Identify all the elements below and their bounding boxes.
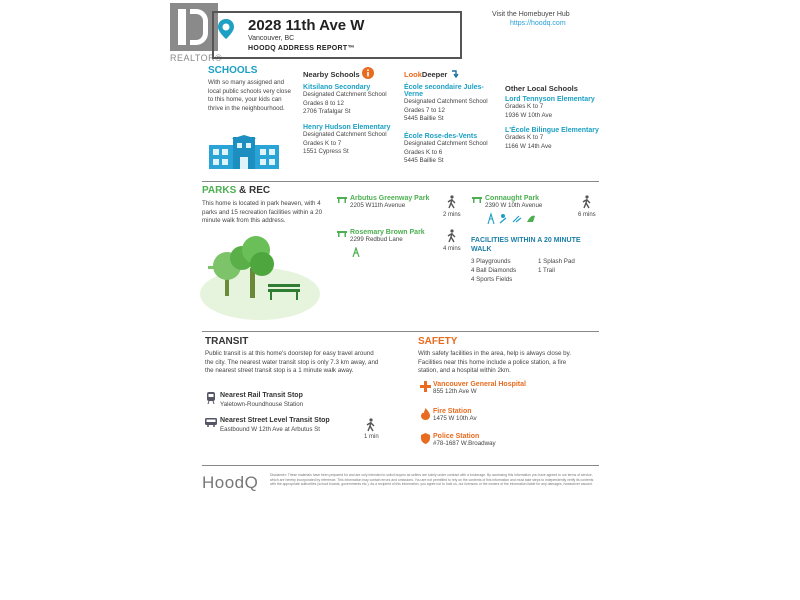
facility-item: 3 Playgrounds (471, 258, 511, 265)
other-school-item (505, 127, 603, 151)
safety-item (433, 408, 477, 424)
safety-title: SAFETY (418, 336, 458, 347)
other-school-item (505, 96, 600, 120)
safety-item-name: Police Station (433, 433, 480, 440)
realtor-logo-text: REALTOR® (170, 53, 223, 63)
parks-intro: This home is located in park heaven, with 4 parks and 15 recreation facilities within a 20 minute walk from this address. (202, 200, 323, 224)
school-grades: Grades 8 to 12 (303, 99, 344, 107)
disclaimer-text: Disclaimer: These materials have been prepared for and are only intended to solicit buyers as sellers are solely under contract with a brokerage. By accessing this information you have agreed to our terms of service, which are hereby incorporated by reference. This information may contain errors and omissions. You are not permitted to rely on the contents of this information and must take steps to independently verify its contents with the appropriate authorities (school boards, governments etc.). As a recipient of this information, you agree not to hold us, our licensors or the owners of the information liable for any damages, howsoever caused. (270, 473, 594, 487)
nearby-school-item (303, 124, 398, 157)
safety-intro: With safety facilities in the area, help is always close by. Facilities near this home include a police station, a fire station, and a hospital within 2km. (418, 350, 571, 374)
nearby-schools-title: Nearby Schools (303, 70, 360, 79)
school-type: Designated Catchment School (404, 140, 488, 147)
safety-item-name: Vancouver General Hospital (433, 381, 526, 388)
school-name: Henry Hudson Elementary (303, 124, 391, 131)
facility-item: 4 Sports Fields (471, 276, 513, 283)
hospital-icon (420, 381, 431, 392)
rail-stop-name: Yaletown-Roundhouse Station (220, 401, 304, 408)
transit-title: TRANSIT (205, 336, 249, 347)
train-icon (206, 392, 216, 404)
school-grades: Grades K to 7 (505, 134, 544, 141)
nearby-school-item (303, 84, 398, 117)
park-address: 2390 W 10th Avenue (485, 202, 543, 209)
homebuyer-hub-text: Visit the Homebuyer Hub (492, 11, 570, 18)
park-address: 2299 Redbud Lane (350, 236, 403, 243)
park-illustration-icon (200, 232, 322, 322)
facilities-title: FACILITIES WITHIN A 20 MINUTE WALK (471, 237, 581, 253)
location-pin-icon (218, 19, 234, 39)
facility-icons (487, 212, 537, 224)
school-address: 1936 W 10th Ave (505, 111, 553, 119)
school-grades: Grades K to 7 (505, 103, 544, 110)
park-item (337, 229, 437, 245)
safety-item (433, 381, 526, 397)
school-name: L'École Bilingue Elementary (505, 127, 599, 134)
schools-intro: With so many assigned and local public schools very close to this home, your kids can thrive in the neighbourhood. (208, 79, 291, 112)
lookdeeper-deeper: Deeper (421, 70, 448, 79)
parks-title-b: & REC (236, 185, 271, 196)
school-name: École secondaire Jules-Verne (404, 84, 484, 98)
walking-icon (447, 229, 457, 243)
school-type: Designated Catchment School (404, 98, 488, 105)
walking-icon (582, 195, 592, 209)
school-name: Kitsilano Secondary (303, 84, 371, 91)
homebuyer-hub-link[interactable]: https://hoodq.com (510, 20, 566, 27)
report-title: HOODQ ADDRESS REPORT™ (248, 45, 355, 52)
info-icon[interactable] (362, 67, 374, 79)
safety-item (433, 433, 496, 449)
playground-icon (352, 247, 360, 257)
facility-item: 1 Splash Pad (538, 258, 575, 265)
section-divider (202, 181, 599, 182)
lookdeeper-school-item (404, 84, 496, 124)
walk-time: 6 mins (578, 212, 596, 218)
bus-icon (205, 418, 217, 427)
lookdeeper-look: Look (404, 70, 422, 79)
park-bench-icon (337, 229, 347, 237)
schools-title: SCHOOLS (208, 65, 258, 76)
school-type: Designated Catchment School (303, 131, 387, 138)
safety-item-address: 855 12th Ave W (433, 388, 477, 395)
address-header (212, 11, 462, 59)
park-item (472, 195, 572, 211)
street-stop-name: Eastbound W 12th Ave at Arbutus St (220, 426, 320, 433)
hoodq-logo: HoodQ (202, 473, 259, 492)
police-badge-icon (421, 433, 430, 444)
walking-icon (366, 418, 376, 432)
street-stop-title: Nearest Street Level Transit Stop (220, 417, 330, 424)
parks-title (202, 185, 270, 196)
school-grades: Grades K to 6 (404, 148, 443, 156)
address-title: 2028 11th Ave W (248, 17, 365, 34)
school-grades: Grades 7 to 12 (404, 106, 445, 114)
safety-item-name: Fire Station (433, 408, 472, 415)
walk-time: 4 mins (443, 246, 461, 252)
school-address: 5445 Baillie St (404, 115, 444, 122)
park-item (337, 195, 437, 211)
school-address: 5445 Baillie St (404, 157, 444, 164)
walk-time: 2 mins (443, 212, 461, 218)
walking-icon (447, 195, 457, 209)
arrow-down-icon (450, 70, 459, 79)
safety-item-address: 1475 W 10th Av (433, 415, 477, 422)
park-name: Connaught Park (485, 195, 540, 202)
rail-stop-title: Nearest Rail Transit Stop (220, 392, 303, 399)
realtor-r-icon (170, 3, 218, 51)
address-city: Vancouver, BC (248, 35, 295, 42)
park-address: 2205 W11th Avenue (350, 202, 406, 209)
school-grades: Grades K to 7 (303, 139, 342, 147)
school-type: Designated Catchment School (303, 91, 387, 98)
facility-item: 1 Trail (538, 267, 555, 274)
safety-item-address: #78-1687 W.Broadway (433, 440, 496, 447)
facility-item: 4 Ball Diamonds (471, 267, 517, 274)
park-name: Arbutus Greenway Park (350, 195, 430, 202)
parks-title-a: PARKS (202, 185, 237, 196)
park-bench-icon (472, 195, 482, 203)
park-name: Rosemary Brown Park (350, 229, 425, 236)
park-bench-icon (337, 195, 347, 203)
fire-icon (421, 408, 430, 420)
lookdeeper-title (404, 70, 447, 79)
section-divider (202, 465, 599, 466)
school-name: Lord Tennyson Elementary (505, 96, 595, 103)
school-name: École Rose-des-Vents (404, 133, 478, 140)
school-address: 1166 W 14th Ave (505, 142, 552, 150)
walk-time: 1 min (364, 434, 379, 440)
lookdeeper-school-item (404, 133, 496, 166)
transit-intro: Public transit is at this home's doorstep for easy travel around the city. The nearest water transit stop is only 7.3 km away, and the nearest street transit stop is a 1 minute walk away. (205, 350, 379, 374)
school-building-icon (209, 135, 279, 169)
school-address: 1551 Cypress St (303, 148, 349, 155)
school-address: 2706 Trafalgar St (303, 108, 351, 115)
other-schools-title: Other Local Schools (505, 84, 578, 93)
section-divider (202, 331, 599, 332)
